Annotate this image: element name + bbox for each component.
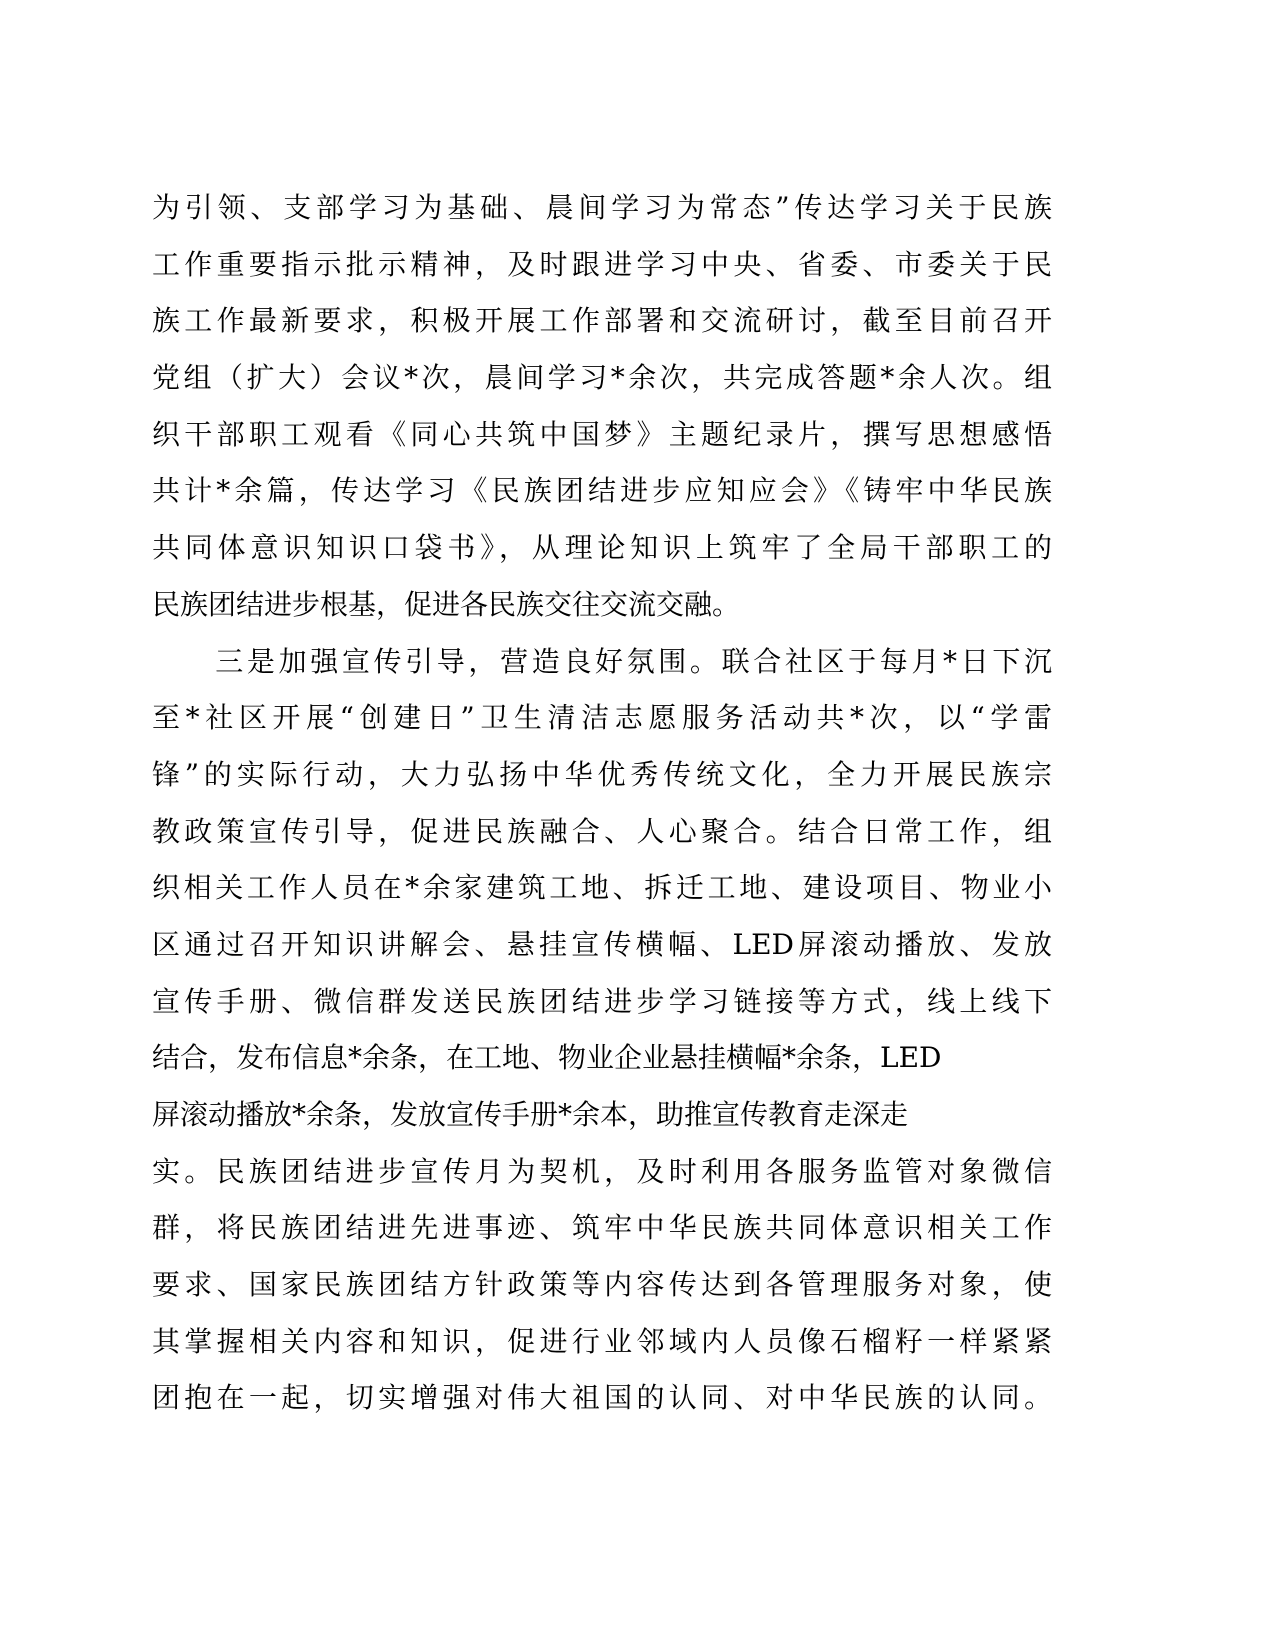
text-line: 为引领、支部学习为基础、晨间学习为常态”传达学习关于民族 bbox=[152, 191, 1052, 224]
text-line: 民族团结进步根基，促进各民族交往交流交融。 bbox=[152, 587, 741, 621]
text-line: 共同体意识知识口袋书》，从理论知识上筑牢了全局干部职工的 bbox=[152, 531, 1052, 565]
paragraph-1 bbox=[152, 180, 1052, 634]
text-line: 结合，发布信息*余条，在工地、物业企业悬挂横幅*余条，LED bbox=[152, 1041, 942, 1075]
text-line: 党组（扩大）会议*次，晨间学习*余次，共完成答题*余人次。组 bbox=[152, 361, 1052, 395]
text-line: 工作重要指示批示精神，及时跟进学习中央、省委、市委关于民 bbox=[152, 247, 1052, 281]
text-line: 共计*余篇，传达学习《民族团结进步应知应会》《铸牢中华民族 bbox=[152, 474, 1052, 508]
body-text bbox=[152, 180, 1052, 1427]
text-line: 要求、国家民族团结方针政策等内容传达到各管理服务对象，使 bbox=[152, 1268, 1052, 1302]
text-line: 教政策宣传引导，促进民族融合、人心聚合。结合日常工作，组 bbox=[152, 814, 1052, 848]
text-line: 群，将民族团结进先进事迹、筑牢中华民族共同体意识相关工作 bbox=[152, 1211, 1052, 1245]
text-line: 区通过召开知识讲解会、悬挂宣传横幅、LED屏滚动播放、发放 bbox=[152, 927, 1052, 961]
text-line: 屏滚动播放*余条，发放宣传手册*余本，助推宣传教育走深走 bbox=[152, 1098, 909, 1131]
text-line: 织干部职工观看《同心共筑中国梦》主题纪录片，撰写思想感悟 bbox=[152, 417, 1052, 451]
text-line: 团抱在一起，切实增强对伟大祖国的认同、对中华民族的认同。 bbox=[152, 1381, 1052, 1415]
paragraph-2 bbox=[152, 634, 1052, 1428]
text-line: 织相关工作人员在*余家建筑工地、拆迁工地、建设项目、物业小 bbox=[152, 871, 1052, 905]
text-line: 族工作最新要求，积极开展工作部署和交流研讨，截至目前召开 bbox=[152, 304, 1052, 338]
text-line: 至*社区开展“创建日”卫生清洁志愿服务活动共*次，以“学雷 bbox=[152, 701, 1052, 735]
text-line: 其掌握相关内容和知识，促进行业邻域内人员像石榴籽一样紧紧 bbox=[152, 1324, 1052, 1358]
text-line: 实。民族团结进步宣传月为契机，及时利用各服务监管对象微信 bbox=[152, 1154, 1052, 1188]
text-line: 三是加强宣传引导，营造良好氛围。联合社区于每月*日下沉 bbox=[152, 644, 1052, 678]
text-line: 宣传手册、微信群发送民族团结进步学习链接等方式，线上线下 bbox=[152, 984, 1052, 1018]
text-line: 锋”的实际行动，大力弘扬中华优秀传统文化，全力开展民族宗 bbox=[152, 757, 1052, 791]
